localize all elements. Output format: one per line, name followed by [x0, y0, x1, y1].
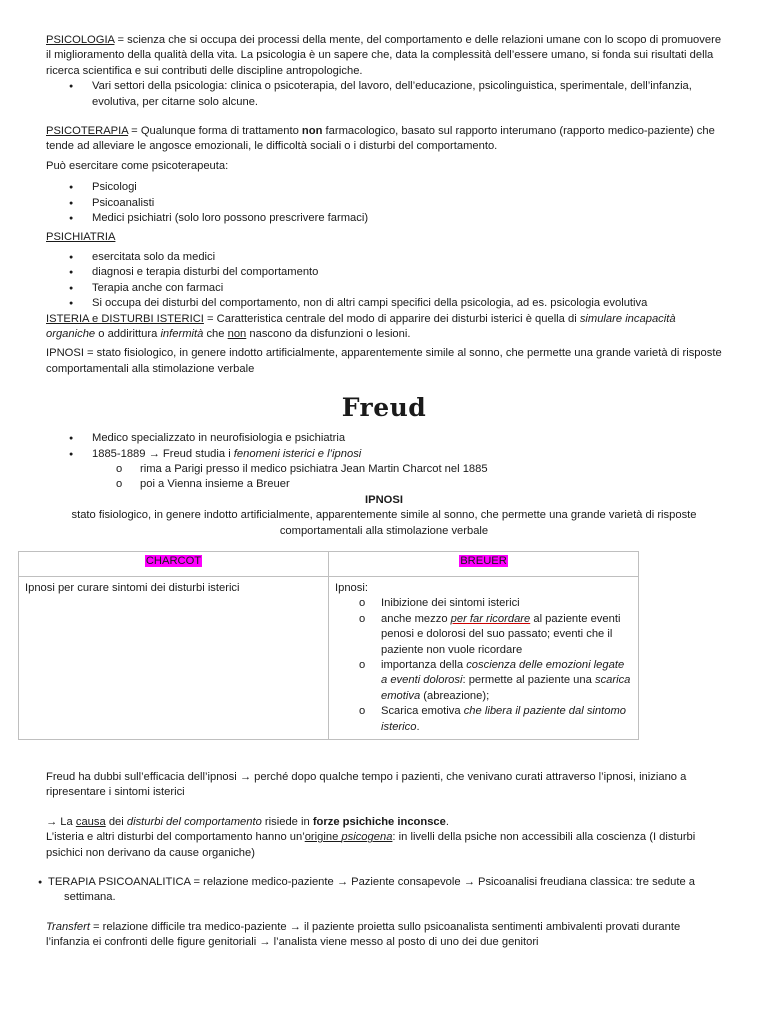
text-span: scarica emotiva: [381, 674, 631, 702]
text-span: coscienza delle emozioni legate a eventi dolorosi: [381, 659, 625, 687]
breuer-header: BREUER: [460, 554, 507, 567]
list-item: ● Medici psichiatri (solo loro possono prescrivere farmaci): [46, 211, 722, 226]
text-span: al paziente eventi penosi e dolorosi del suo passato; eventi che il paziente non vuole ricordare: [381, 612, 621, 656]
text-span: causa: [75, 815, 106, 828]
psicoterapia-term: PSICOTERAPIA: [46, 125, 129, 138]
psicologia-term: PSICOLOGIA: [46, 34, 115, 46]
ipnosi-definition: IPNOSI = stato fisiologico, in genere indotto artificialmente, apparentemente simile al sonno, che permette una grande varietà di risposte comportamentali alla stimolazione verbale: [46, 347, 722, 375]
transfert-paragraph: [46, 920, 722, 951]
table-row: [19, 576, 639, 739]
table-cell: [19, 576, 329, 739]
freud-sublist: [46, 462, 722, 493]
text-span: origine: [304, 831, 342, 844]
psicoterapia-intro: Può esercitare come psicoterapeuta:: [46, 159, 229, 172]
breuer-intro: Ipnosi:: [335, 581, 368, 594]
breuer-list: [335, 596, 632, 735]
text-span: .: [445, 815, 449, 828]
text-span: : permette al paziente una: [462, 674, 595, 687]
list-item: ● Terapia anche con farmaci: [46, 281, 722, 296]
list-item: o poi a Vienna insieme a Breuer: [46, 477, 722, 492]
text-span: : in livelli della psiche non accessibili alla coscienza (I disturbi psichici non derivano da cause organiche): [46, 831, 696, 859]
ipnosi-text: stato fisiologico, in genere indotto artificialmente, apparentemente simile al sonno, che permette una grande varietà di risposte comportamentali alla stimolazione verbale: [71, 509, 697, 537]
list-item: o Inibizione dei sintomi isterici: [335, 596, 632, 611]
charcot-header: CHARCOT: [145, 554, 202, 567]
comparison-table: [18, 551, 639, 740]
table-header-cell: [19, 551, 329, 576]
psicoterapia-paragraph: [46, 124, 722, 155]
psicologia-paragraph: [46, 33, 722, 79]
psicoterapia-list: [46, 180, 722, 226]
list-item: ● Medico specializzato in neurofisiologia e psichiatria: [46, 431, 722, 446]
psichiatria-term: PSICHIATRIA: [46, 231, 116, 244]
table-header-cell: [329, 551, 639, 576]
text-span: → La: [46, 815, 76, 828]
freud-list: [46, 431, 722, 462]
text-span: anche mezzo: [381, 612, 451, 625]
text-span: = Qualunque forma di trattamento: [128, 125, 302, 138]
psicologia-list: [46, 79, 722, 110]
text-span: L’isteria e altri disturbi del comportamento hanno un’: [46, 831, 305, 844]
freud-title: Freud: [341, 393, 427, 423]
list-item: [335, 658, 632, 704]
text-span: dei: [105, 815, 127, 828]
text-span: (abreazione);: [420, 689, 490, 702]
ipnosi-heading: IPNOSI: [365, 493, 403, 506]
text-span: farmacologico, basato sul rapporto interumano (rapporto medico-paziente) che tende ad alleviare le angosce emozionali, le difficoltà sociali o i disturbi del comportamento.: [46, 125, 715, 153]
list-item: o rima a Parigi presso il medico psichiatra Jean Martin Charcot nel 1885: [46, 462, 722, 477]
list-item: [335, 612, 632, 658]
list-item: ● Psicoanalisti: [46, 196, 722, 211]
causa-paragraph: [46, 815, 722, 830]
list-item: [335, 704, 632, 735]
text-span: nascono da disfunzioni o lesioni.: [246, 327, 411, 340]
psicologia-definition: = scienza che si occupa dei processi della mente, del comportamento e delle relazioni umane con lo scopo di promuovere il miglioramento della qualità della vita. La psicologia è un sapere che, data la complessità dell’essere umano, si fonda sui risultati della ricerca scientifica e sui contributi delle discipline antropologiche.: [46, 34, 722, 77]
table-cell: [329, 576, 639, 739]
charcot-text: Ipnosi per curare sintomi dei disturbi isterici: [25, 581, 240, 594]
psichiatria-list: [46, 250, 722, 312]
text-span: fenomeni isterici e l’ipnosi: [233, 447, 362, 460]
table-header-row: [19, 551, 639, 576]
text-span: Transfert: [46, 920, 90, 933]
text-span: 1885-1889 → Freud studia i: [92, 447, 234, 460]
list-item: ● Psicologi: [46, 180, 722, 195]
text-span: Scarica emotiva: [381, 705, 464, 718]
list-item: ● diagnosi e terapia disturbi del comportamento: [46, 265, 722, 280]
terapia-continuation: settimana.: [64, 891, 116, 904]
text-span: .: [416, 720, 420, 733]
text-span: importanza della: [381, 659, 467, 671]
isteria-term: ISTERIA e DISTURBI ISTERICI: [46, 312, 204, 325]
list-item: ● Vari settori della psicologia: clinica o psicoterapia, del lavoro, dell’educazione, psicolinguistica, sperimentale, dell’infanzia, evolutiva, per citarne solo alcune.: [46, 79, 722, 110]
document-page: [25, 33, 722, 951]
text-span: disturbi del comportamento: [126, 815, 262, 828]
text-span: = relazione difficile tra medico-paziente → il paziente proietta sullo psicoanalista sentimenti ambivalenti provati durante l’infanzia ei confronti delle figure genitoriali → l’analista viene messo al posto di uno dei due genitori: [46, 920, 681, 949]
origine-paragraph: [46, 830, 722, 861]
text-span: forze psichiche inconsce: [312, 815, 446, 828]
list-item: [46, 447, 722, 462]
text-span: infermità: [160, 327, 204, 340]
text-span: non: [301, 125, 323, 138]
isteria-paragraph: [46, 312, 722, 343]
text-span: psicogena: [341, 831, 393, 844]
list-item: ● esercitata solo da medici: [46, 250, 722, 265]
text-span: che libera il paziente dal sintomo isterico: [381, 705, 627, 733]
text-span: = Caratteristica centrale del modo di apparire dei disturbi isterici è quella di: [203, 312, 580, 325]
freud-doubts-paragraph: Freud ha dubbi sull’efficacia dell’ipnosi → perché dopo qualche tempo i pazienti, che venivano curati attraverso l’ipnosi, iniziano a ripresentare i sintomi isterici: [46, 771, 687, 799]
text-span: che: [203, 327, 228, 340]
list-item: ● Si occupa dei disturbi del comportamento, non di altri campi specifici della psicologia, ad es. psicologia evolutiva: [46, 296, 722, 311]
text-span: risiede in: [261, 815, 313, 828]
text-span: non: [227, 327, 247, 340]
terapia-paragraph: ● TERAPIA PSICOANALITICA = relazione medico-paziente → Paziente consapevole → Psicoanalisi freudiana classica: tre sedute a: [38, 875, 722, 890]
text-span: o addirittura: [95, 327, 161, 340]
text-span: per far ricordare: [450, 612, 531, 625]
text-span: simulare incapacità organiche: [46, 312, 676, 340]
